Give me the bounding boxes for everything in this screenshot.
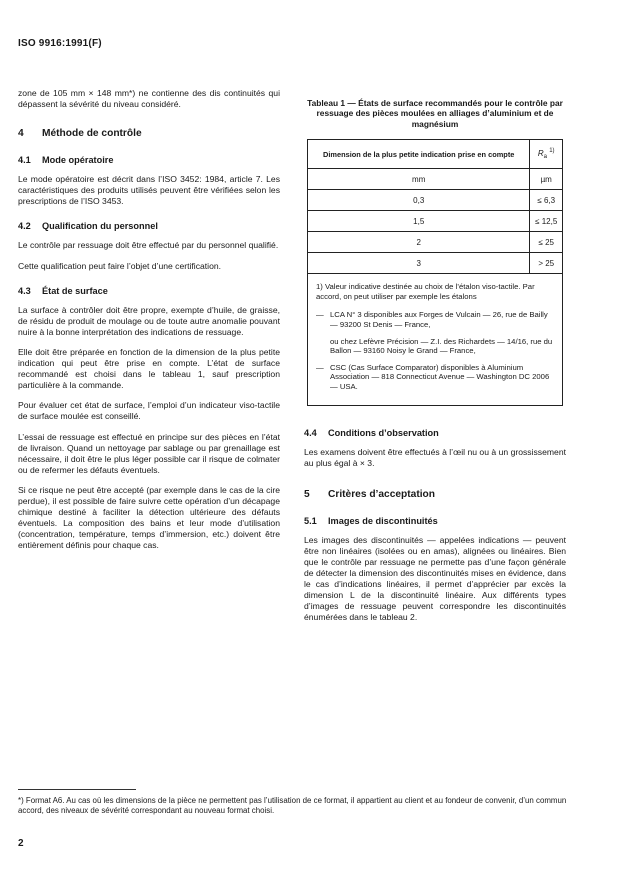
- table-header-ra: $R_a$ $^{1)}$: [530, 140, 563, 169]
- table-cell: 0,3: [308, 190, 530, 211]
- dash-marker: —: [316, 310, 324, 320]
- page-number: 2: [18, 838, 24, 849]
- section-number: 5: [304, 488, 310, 500]
- table-cell: µm: [530, 169, 563, 190]
- heading-section-4-1: [18, 155, 280, 165]
- section-number: 4.2: [18, 221, 31, 232]
- section-title: Méthode de contrôle: [42, 128, 142, 140]
- right-column: [304, 98, 566, 633]
- paragraph-surface-2: Elle doit être préparée en fonction de la dimension de la plus petite indication qui peut être prise en compte. L’état de surface recommandé est choisi dans le tableau 1, sauf prescription particulière à la commande.: [18, 346, 280, 391]
- heading-section-4-4: [304, 428, 566, 438]
- table-note-item: [316, 363, 554, 392]
- table-header-dimension: Dimension de la plus petite indication prise en compte: [308, 140, 530, 169]
- table-cell: 3: [308, 253, 530, 274]
- table-cell: ≤ 6,3: [530, 190, 563, 211]
- paragraph-surface-5: Si ce risque ne peut être accepté (par exemple dans le cas de la cire perdue), il est possible de faire suivre cette opération d’un décapage chimique destiné à faciliter la détection ultérieure des défauts éventuels. La composition des bains et leur mode d’utilisation (concentration, température, temps d’immersion, etc.) doivent être entièrement définis pour chaque cas.: [18, 484, 280, 551]
- section-number: 4.1: [18, 155, 31, 166]
- table-cell: 1,5: [308, 211, 530, 232]
- footnote-divider: [18, 789, 136, 790]
- section-number: 4.4: [304, 427, 317, 438]
- section-number: 4: [18, 128, 24, 140]
- left-column: [18, 88, 280, 560]
- paragraph-surface-1: La surface à contrôler doit être propre, exempte d’huile, de graisse, de résidu de produit de moulage ou de toute autre anomalie pouvant nuire à la bonne interprétation des indications de ressuage.: [18, 304, 280, 337]
- section-number: 4.3: [18, 285, 31, 296]
- section-title: Images de discontinuités: [328, 515, 438, 526]
- table-note-1: 1) Valeur indicative destinée au choix de l’étalon viso-tactile. Par accord, on peut utiliser par exemple les étalons: [316, 282, 535, 301]
- paragraph-discontinuites: Les images des discontinuités — appelées indications — peuvent être non linéaires (isolées ou en amas), alignées ou linéaires. Bien que le contrôle par ressuage ne permette pas d’une façon générale de détecter la dimension des discontinuités mises en évidence, dans le cas d’indications linéaires, il permet d’apprécier par excès la dimension L de la discontinuité linéaire. Aux différents types d’images de ressuage peuvent correspondre les discontinuités énumérées dans le tableau 2.: [304, 534, 566, 623]
- paragraph-qualification-2: Cette qualification peut faire l’objet d’une certification.: [18, 260, 222, 271]
- heading-section-5: [304, 489, 566, 500]
- table-row: [308, 253, 563, 274]
- table-note-item: [316, 310, 554, 329]
- paragraph-continuation: zone de 105 mm × 148 mm*) ne contienne des dis continuités qui dépassent la sévérité du niveau considéré.: [18, 88, 280, 110]
- dash-marker: —: [316, 362, 324, 372]
- table-units-row: [308, 169, 563, 190]
- heading-section-4-3: [18, 286, 280, 296]
- paragraph-qualification-1: Le contrôle par ressuage doit être effectué par du personnel qualifié.: [18, 240, 279, 251]
- paragraph-observation: Les examens doivent être effectués à l’œil nu ou à un grossissement au plus égal à × 3.: [304, 446, 566, 468]
- section-title: Critères d’acceptation: [328, 488, 436, 500]
- table-1-caption: Tableau 1 — États de surface recommandés pour le contrôle par ressuage des pièces moulées en alliages d’aluminium et de magnésium: [307, 98, 563, 129]
- paragraph-surface-4: L’essai de ressuage est effectué en principe sur des pièces en l’état de livraison. Quand un nettoyage par sablage ou par grenaillage est nécessaire, il doit être le plus léger possible car il risque de colmater ou de refermer les défauts éventuels.: [18, 431, 280, 475]
- heading-section-4-2: [18, 221, 280, 231]
- section-title: Mode opératoire: [42, 155, 114, 166]
- table-note-csc: CSC (Cas Surface Comparator) disponibles à Aluminium Association — 818 Connecticut Avenue — Washington DC 2006 — USA.: [330, 362, 550, 391]
- heading-section-4: [18, 128, 280, 139]
- table-row: [308, 190, 563, 211]
- paragraph-mode-operatoire: Le mode opératoire est décrit dans l’ISO 3452: 1984, article 7. Les caractéristiques des produits utilisés peuvent être vérifiées selon les prescriptions de l’ISO 3453.: [18, 174, 280, 207]
- section-title: Qualification du personnel: [42, 221, 158, 232]
- table-cell: ≤ 25: [530, 232, 563, 253]
- section-number: 5.1: [304, 515, 317, 526]
- table-cell: ≤ 12,5: [530, 211, 563, 232]
- table-notes-row: [308, 274, 563, 405]
- footnote: *) Format A6. Au cas où les dimensions de la pièce ne permettent pas l’utilisation de ce format, il appartient au client et au fondeur de convenir, d’un commun accord, des niveaux de sévérité correspondant au nouveau format choisi.: [18, 796, 567, 816]
- table-cell: > 25: [530, 253, 563, 274]
- table-note-lca: LCA N° 3 disponibles aux Forges de Vulcain — 26, rue de Bailly — 93200 St Denis — France,: [330, 310, 548, 329]
- table-cell: mm: [308, 169, 530, 190]
- table-1: [307, 139, 563, 405]
- section-title: État de surface: [42, 285, 108, 296]
- table-row: [308, 232, 563, 253]
- table-note-lefevre: ou chez Lefèvre Précision — Z.I. des Richardets — 14/16, rue du Ballon — 93160 Noisy le Grand — France,: [330, 336, 553, 356]
- heading-section-5-1: [304, 516, 566, 526]
- paragraph-surface-3: Pour évaluer cet état de surface, l’emploi d’un indicateur viso-tactile de surface moulée est conseillé.: [18, 400, 280, 422]
- table-notes: [308, 274, 563, 405]
- table-header-row: [308, 140, 563, 169]
- document-code: ISO 9916:1991(F): [18, 38, 102, 49]
- table-cell: 2: [308, 232, 530, 253]
- section-title: Conditions d’observation: [328, 427, 439, 438]
- table-row: [308, 211, 563, 232]
